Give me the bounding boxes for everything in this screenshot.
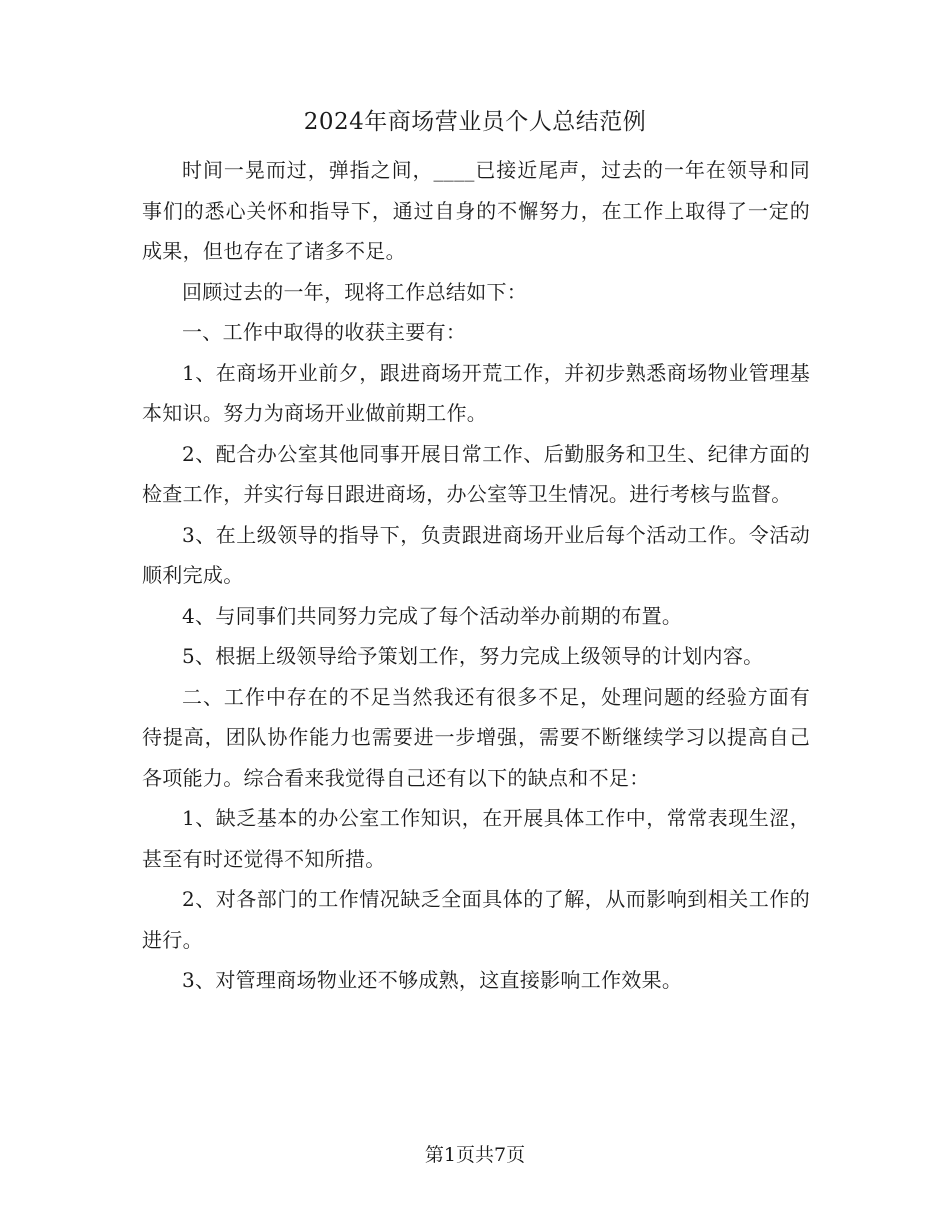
section-heading-shortcomings: 二、工作中存在的不足当然我还有很多不足，处理问题的经验方面有待提高，团队协作能力也需要进一步增强，需要不断继续学习以提高自己各项能力。综合看来我觉得自己还有以下的缺点和不足： (142, 684, 810, 790)
document-title: 2024年商场营业员个人总结范例 (303, 109, 647, 135)
list-item-gain-1: 1、在商场开业前夕，跟进商场开荒工作，并初步熟悉商场物业管理基本知识。努力为商场开业做前期工作。 (142, 360, 810, 425)
paragraph-intro: 时间一晃而过，弹指之间，____已接近尾声，过去的一年在领导和同事们的悉心关怀和指导下，通过自身的不懈努力，在工作上取得了一定的成果，但也存在了诸多不足。 (142, 158, 810, 263)
list-item-shortcoming-2: 2、对各部门的工作情况缺乏全面具体的了解，从而影响到相关工作的进行。 (142, 887, 810, 952)
list-item-gain-3: 3、在上级领导的指导下，负责跟进商场开业后每个活动工作。令活动顺利完成。 (142, 522, 810, 587)
list-item-gain-4: 4、与同事们共同努力完成了每个活动举办前期的布置。 (182, 603, 683, 628)
list-item-shortcoming-1: 1、缺乏基本的办公室工作知识，在开展具体工作中，常常表现生涩，甚至有时还觉得不知所措。 (142, 806, 810, 871)
document-body (142, 150, 810, 1001)
list-item-shortcoming-3: 3、对管理商场物业还不够成熟，这直接影响工作效果。 (182, 968, 683, 992)
paragraph-review: 回顾过去的一年，现将工作总结如下： (182, 279, 528, 304)
list-item-gain-5: 5、根据上级领导给予策划工作，努力完成上级领导的计划内容。 (182, 644, 764, 668)
list-item-gain-2: 2、配合办公室其他同事开展日常工作、后勤服务和卫生、纪律方面的检查工作，并实行每日跟进商场，办公室等卫生情况。进行考核与监督。 (142, 441, 810, 506)
section-heading-gains: 一、工作中取得的收获主要有： (182, 320, 467, 344)
page-number-footer: 第1页共7页 (424, 1144, 526, 1166)
